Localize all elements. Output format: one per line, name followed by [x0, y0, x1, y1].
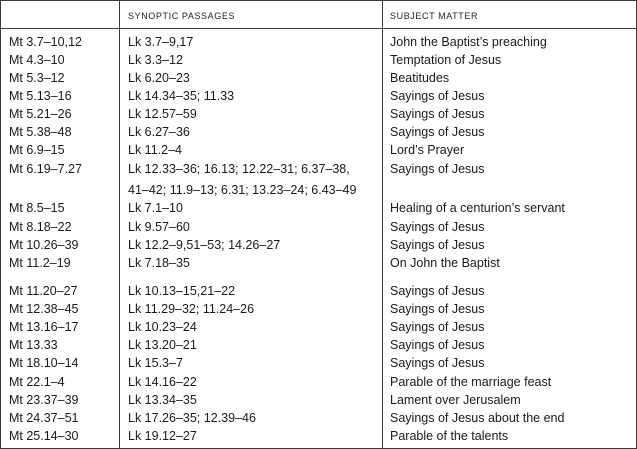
table-row [1, 160, 636, 178]
luke-passages-cell: Lk 19.12–27 [128, 429, 197, 443]
luke-passages-cell: Lk 14.16–22 [128, 375, 197, 389]
table-row [1, 33, 636, 51]
table-row [1, 199, 636, 217]
luke-passages-cell: Lk 17.26–35; 12.39–46 [128, 411, 256, 425]
subject-matter-cell: Sayings of Jesus [390, 238, 485, 252]
matthew-reference-cell: Mt 11.2–19 [9, 256, 71, 270]
luke-passages-cell: Lk 12.33–36; 16.13; 12.22–31; 6.37–38, [128, 162, 350, 176]
matthew-reference-cell: Mt 18.10–14 [9, 356, 79, 370]
luke-passages-cell: Lk 10.13–15,21–22 [128, 284, 236, 298]
subject-matter-cell: Healing of a centurion’s servant [390, 201, 565, 215]
table-row [1, 409, 636, 427]
subject-matter-cell: Lord’s Prayer [390, 143, 465, 157]
table-row [1, 218, 636, 236]
matthew-reference-cell: Mt 24.37–51 [9, 411, 79, 425]
subject-matter-cell: Sayings of Jesus [390, 125, 485, 139]
table-row [1, 87, 636, 105]
subject-matter-cell: Sayings of Jesus [390, 89, 485, 103]
matthew-reference-cell: Mt 25.14–30 [9, 429, 79, 443]
table-row [1, 141, 636, 159]
matthew-reference-cell: Mt 10.26–39 [9, 238, 79, 252]
subject-matter-cell: Beatitudes [390, 71, 450, 85]
luke-passages-cell: Lk 3.3–12 [128, 53, 183, 67]
table-row [1, 236, 636, 254]
matthew-reference-cell: Mt 11.20–27 [9, 284, 78, 298]
luke-passages-cell: 41–42; 11.9–13; 6.31; 13.23–24; 6.43–49 [128, 183, 357, 197]
header-cell-subject-matter: SUBJECT MATTER [390, 11, 479, 21]
subject-matter-cell: Sayings of Jesus [390, 162, 485, 176]
subject-matter-cell: On John the Baptist [390, 256, 500, 270]
subject-matter-cell: Temptation of Jesus [390, 53, 502, 67]
subject-matter-cell: Sayings of Jesus [390, 107, 485, 121]
subject-matter-cell: Sayings of Jesus [390, 356, 485, 370]
matthew-reference-cell: Mt 3.7–10,12 [9, 35, 82, 49]
luke-passages-cell: Lk 12.2–9,51–53; 14.26–27 [128, 238, 281, 252]
table-row [1, 336, 636, 354]
subject-matter-cell: Lament over Jerusalem [390, 393, 521, 407]
matthew-reference-cell: Mt 12.38–45 [9, 302, 79, 316]
matthew-reference-cell: Mt 4.3–10 [9, 53, 65, 67]
luke-passages-cell: Lk 12.57–59 [128, 107, 197, 121]
table-row [1, 123, 636, 141]
matthew-reference-cell: Mt 6.19–7.27 [9, 162, 82, 176]
luke-passages-cell: Lk 3.7–9,17 [128, 35, 194, 49]
luke-passages-cell: Lk 13.34–35 [128, 393, 197, 407]
matthew-reference-cell: Mt 5.38–48 [9, 125, 72, 139]
table-row [1, 105, 636, 123]
matthew-reference-cell: Mt 5.21–26 [9, 107, 72, 121]
luke-passages-cell: Lk 14.34–35; 11.33 [128, 89, 235, 103]
luke-passages-cell: Lk 10.23–24 [128, 320, 197, 334]
header-cell-synoptic-passages: SYNOPTIC PASSAGES [128, 11, 236, 21]
luke-passages-cell: Lk 13.20–21 [128, 338, 197, 352]
table-row [1, 254, 636, 272]
subject-matter-cell: Parable of the marriage feast [390, 375, 552, 389]
luke-passages-cell: Lk 7.1–10 [128, 201, 183, 215]
subject-matter-cell: Sayings of Jesus about the end [390, 411, 565, 425]
table-row [1, 69, 636, 87]
table-row [1, 373, 636, 391]
table-row [1, 391, 636, 409]
matthew-reference-cell: Mt 22.1–4 [9, 375, 65, 389]
luke-passages-cell: Lk 7.18–35 [128, 256, 190, 270]
matthew-reference-cell: Mt 13.16–17 [9, 320, 79, 334]
matthew-reference-cell: Mt 8.5–15 [9, 201, 65, 215]
subject-matter-cell: Sayings of Jesus [390, 338, 485, 352]
matthew-reference-cell: Mt 8.18–22 [9, 220, 72, 234]
luke-passages-cell: Lk 6.20–23 [128, 71, 190, 85]
table-row [1, 282, 636, 300]
matthew-reference-cell: Mt 5.3–12 [9, 71, 65, 85]
matthew-reference-cell: Mt 23.37–39 [9, 393, 79, 407]
luke-passages-cell: Lk 15.3–7 [128, 356, 183, 370]
table-row [1, 354, 636, 372]
subject-matter-cell: John the Baptist’s preaching [390, 35, 547, 49]
matthew-reference-cell: Mt 13.33 [9, 338, 58, 352]
subject-matter-cell: Sayings of Jesus [390, 284, 485, 298]
subject-matter-cell: Sayings of Jesus [390, 320, 485, 334]
table-row [1, 427, 636, 445]
subject-matter-cell: Sayings of Jesus [390, 220, 485, 234]
subject-matter-cell: Sayings of Jesus [390, 302, 485, 316]
table-row [1, 51, 636, 69]
table-row [1, 318, 636, 336]
subject-matter-cell: Parable of the talents [390, 429, 509, 443]
luke-passages-cell: Lk 11.29–32; 11.24–26 [128, 302, 255, 316]
table-row [1, 181, 636, 199]
luke-passages-cell: Lk 9.57–60 [128, 220, 190, 234]
luke-passages-cell: Lk 6.27–36 [128, 125, 190, 139]
header-divider [1, 28, 636, 29]
matthew-reference-cell: Mt 5.13–16 [9, 89, 72, 103]
table-row [1, 300, 636, 318]
matthew-reference-cell: Mt 6.9–15 [9, 143, 65, 157]
luke-passages-cell: Lk 11.2–4 [128, 143, 182, 157]
